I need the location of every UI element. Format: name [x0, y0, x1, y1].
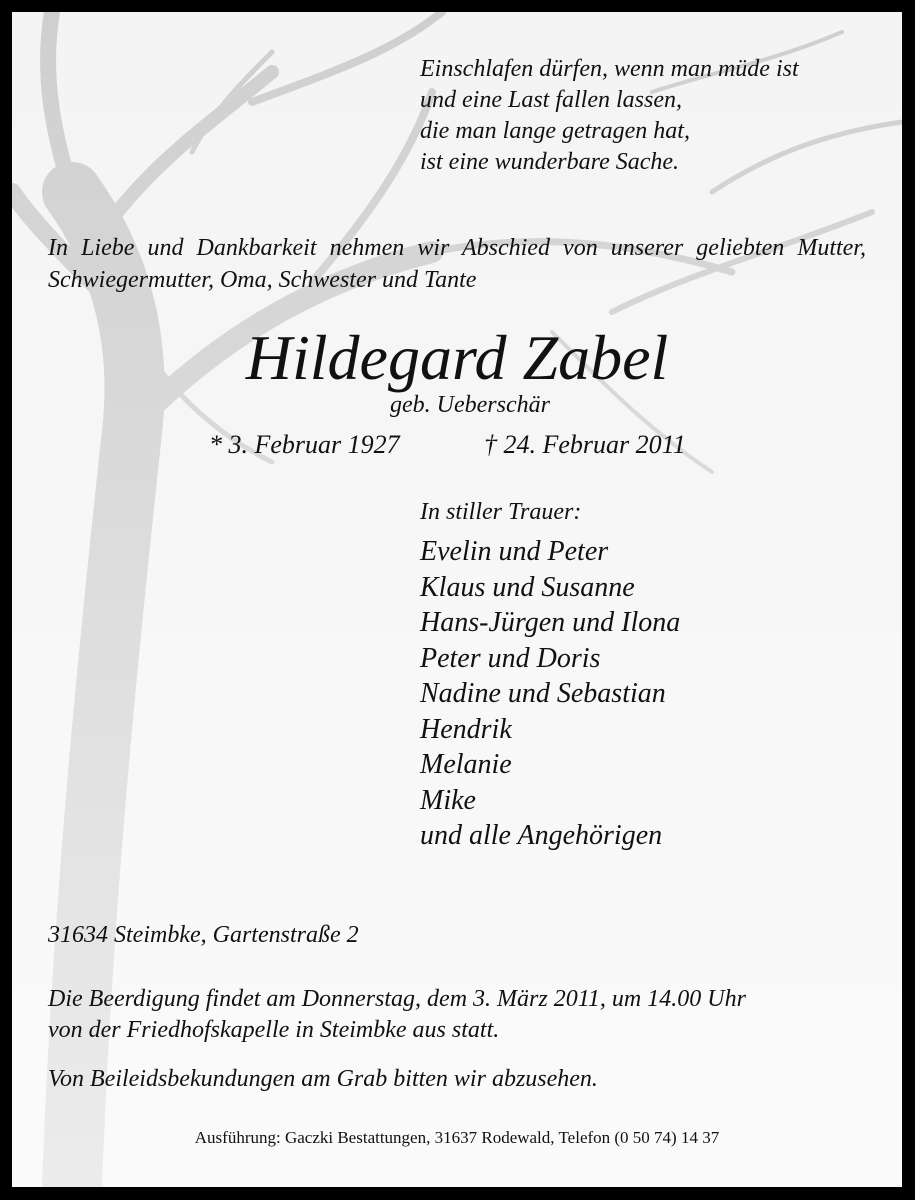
condolences-note: Von Beileidsbekundungen am Grab bitten wir abzusehen.: [48, 1066, 598, 1092]
list-item: und alle Angehörigen: [420, 820, 663, 851]
poem-line: ist eine wunderbare Sache.: [420, 149, 680, 175]
death-date: † 24. Februar 2011: [484, 430, 686, 459]
funeral-line: von der Friedhofskapelle in Steimbke aus statt.: [48, 1017, 500, 1043]
maiden-name: geb. Ueberschär: [390, 392, 550, 418]
birth-date: * 3. Februar 1927: [209, 430, 400, 459]
list-item: Mike: [420, 784, 476, 816]
list-item: Nadine und Sebastian: [420, 678, 666, 709]
poem-line: und eine Last fallen lassen,: [420, 87, 682, 113]
list-item: Evelin und Peter: [420, 536, 609, 567]
poem-line: Einschlafen dürfen, wenn man müde ist: [420, 56, 799, 82]
obituary-notice: [12, 12, 902, 1187]
list-item: Klaus und Susanne: [420, 571, 635, 603]
poem: [420, 54, 799, 178]
list-item: Hendrik: [420, 713, 512, 745]
mourners-list: [420, 534, 680, 854]
address: 31634 Steimbke, Gartenstraße 2: [48, 922, 359, 948]
deceased-name: Hildegard Zabel: [245, 322, 669, 393]
list-item: Melanie: [420, 749, 512, 780]
funeral-line: Die Beerdigung findet am Donnerstag, dem 3. März 2011, um 14.00 Uhr: [48, 986, 746, 1012]
list-item: Hans-Jürgen und Ilona: [420, 607, 681, 638]
mourners-heading: In stiller Trauer:: [420, 499, 582, 525]
list-item: Peter und Doris: [420, 642, 601, 674]
intro-text: In Liebe und Dankbarkeit nehmen wir Abschied von unserer geliebten Mutter, Schwiegermutter, Oma, Schwester und Tante: [48, 235, 866, 293]
poem-line: die man lange getragen hat,: [420, 118, 690, 144]
footer-undertaker: Ausführung: Gaczki Bestattungen, 31637 Rodewald, Telefon (0 50 74) 14 37: [194, 1128, 720, 1147]
funeral-info: [48, 984, 868, 1046]
